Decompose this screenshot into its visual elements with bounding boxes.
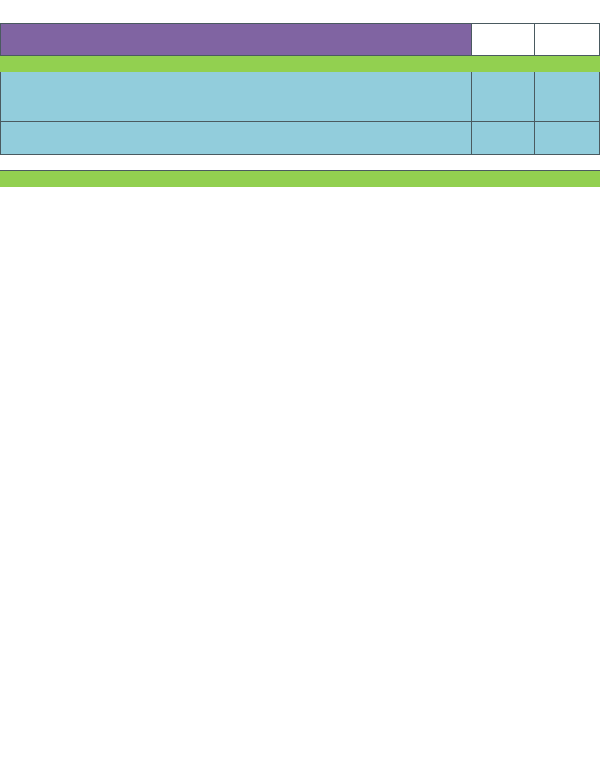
header-row [0,23,600,56]
header-project-name[interactable] [0,23,472,56]
header-start-date[interactable] [472,23,535,56]
project-name-cell[interactable] [0,72,472,122]
table-row [0,72,600,122]
start-year-cell[interactable] [472,122,535,155]
end-year-cell[interactable] [535,72,600,122]
project-name-cell[interactable] [0,122,472,155]
table-row [0,122,600,155]
end-year-cell[interactable] [535,122,600,155]
separator-row [0,56,600,72]
header-end-date[interactable] [535,23,600,56]
blank-row [0,155,600,171]
start-year-cell[interactable] [472,72,535,122]
separator-row [0,171,600,187]
